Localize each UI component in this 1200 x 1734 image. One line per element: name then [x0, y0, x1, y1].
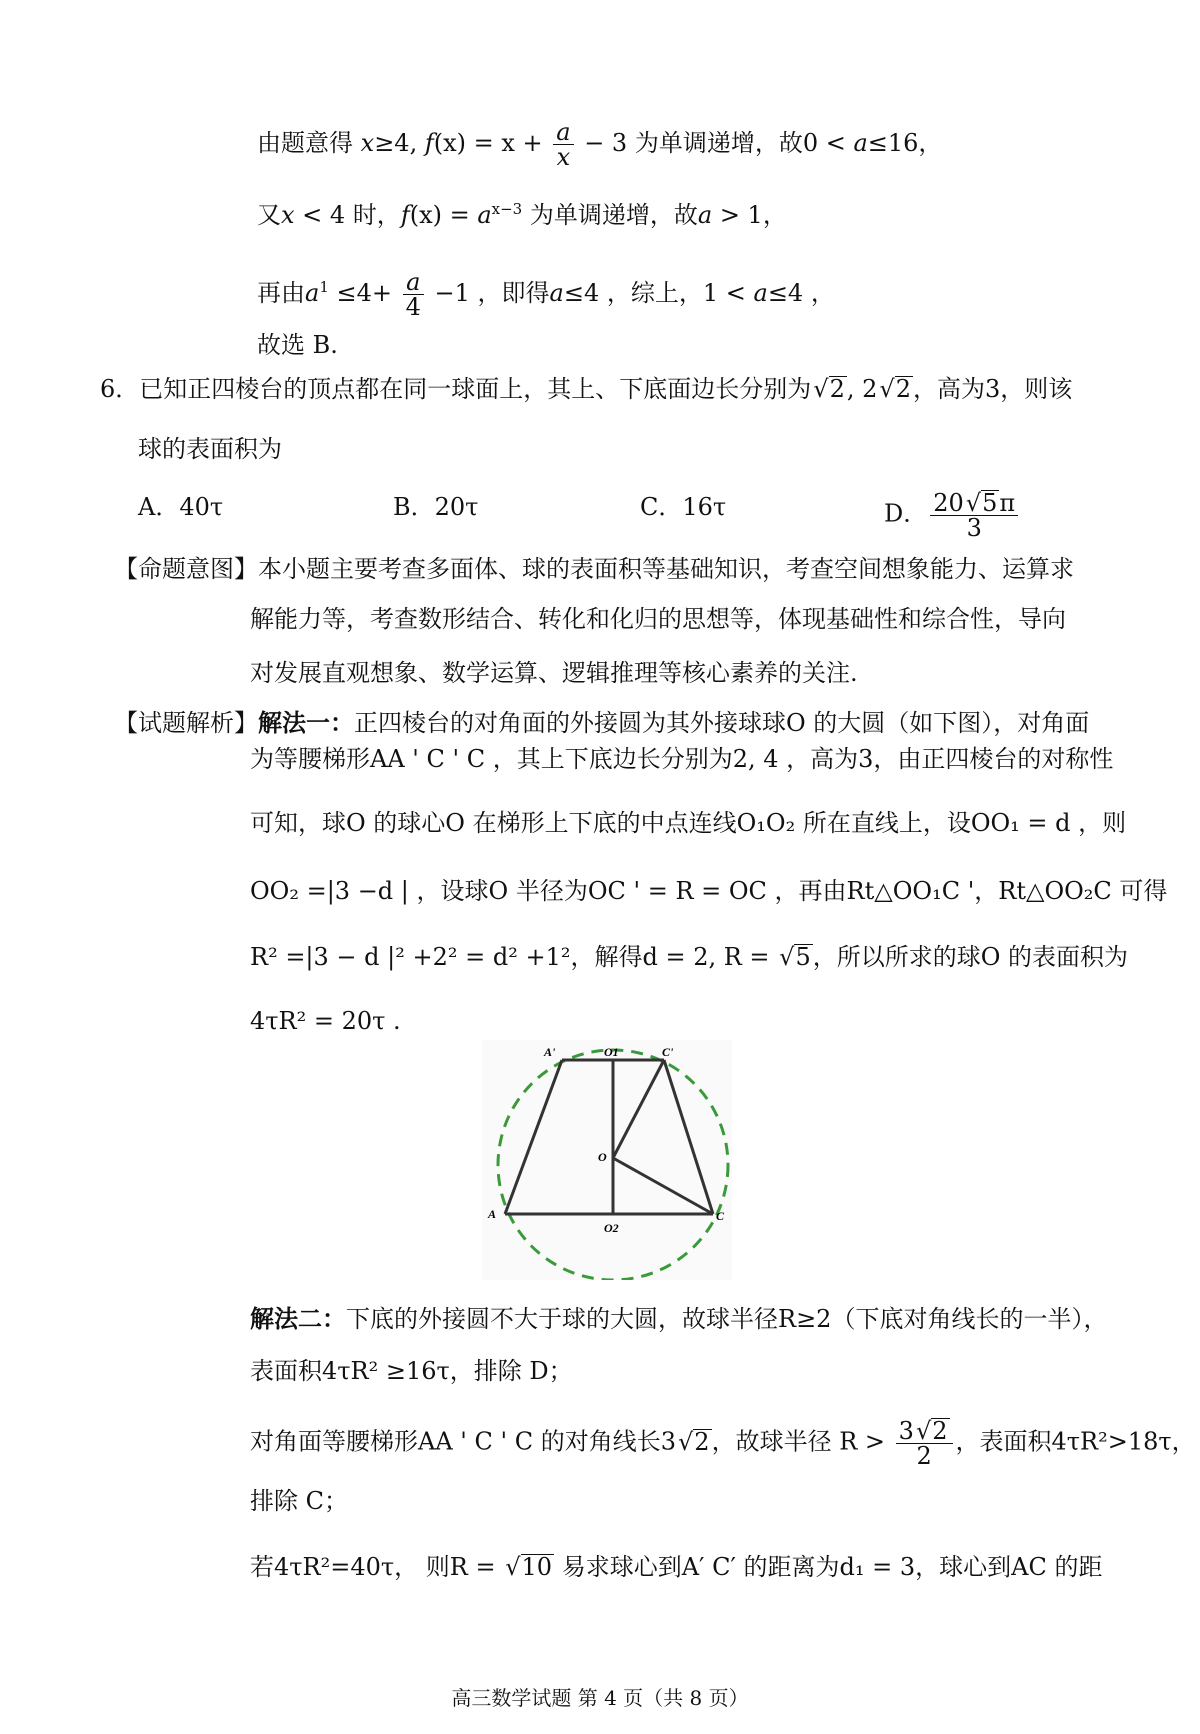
figure-svg [482, 1040, 732, 1280]
var: a [477, 201, 492, 229]
text: 已知正四棱台的顶点都在同一球面上，其上、下底面边长分别为 [139, 375, 812, 403]
intent-line-2: 解能力等，考查数形结合、转化和化归的思想等，体现基础性和综合性，导向 [250, 605, 1066, 633]
text: ，故球半径 R > [711, 1427, 893, 1456]
var: a [549, 279, 564, 307]
text: ，高为3，则该 [912, 375, 1073, 403]
text: − 3 为单调递增，故0 < [576, 129, 854, 157]
sqrt-value: 2 [829, 375, 845, 403]
question-6-line-2: 球的表面积为 [138, 435, 282, 463]
text: 对角面等腰梯形AA ' C ' C 的对角线长3 [250, 1427, 676, 1456]
fraction: $\frac{3√2}{2}$ [896, 1418, 953, 1468]
label-o2: O2 [604, 1221, 619, 1235]
analysis-line-5: R² =|3 − d |² +2² = d² +1²，解得d = 2, R = √5，所以所求的球O 的表面积为 [250, 943, 1129, 971]
text: ≤4+ [328, 279, 400, 307]
analysis-line-1 [114, 706, 1089, 740]
exponent: 1 [319, 278, 329, 296]
var: f [424, 129, 434, 157]
text: 为单调递增，故 [522, 201, 698, 229]
text: 又 [257, 201, 281, 229]
option-c: C．16τ [640, 493, 727, 521]
analysis-line-3: 可知，球O 的球心O 在梯形上下底的中点连线O₁O₂ 所在直线上，设OO₁ = d ，则 [250, 809, 1127, 837]
var: x [360, 129, 375, 157]
label-a: A [488, 1207, 497, 1221]
text: 再由 [257, 279, 305, 307]
var: a [697, 201, 713, 229]
text: , 2 [846, 375, 878, 403]
trapezoid-circle-figure [482, 1040, 732, 1280]
method2-line-1 [250, 1302, 1107, 1336]
text: ≤4 ，综上，1 < [563, 279, 754, 307]
text: 本小题主要考查多面体、球的表面积等基础知识，考查空间想象能力、运算求 [258, 555, 1074, 583]
fraction: $\frac{a}{4}$ [403, 270, 424, 319]
sqrt-value: 10 [521, 1553, 553, 1581]
text: 正四棱台的对角面的外接圆为其外接球球O 的大圆（如下图），对角面 [354, 709, 1090, 737]
method2-line-4: 排除 C； [250, 1487, 348, 1515]
text: (x) = [409, 201, 478, 229]
method-label: 解法一： [258, 708, 354, 737]
var: f [400, 201, 410, 229]
sqrt-value: 5 [795, 943, 811, 971]
text: ，表面积4τR²>18τ， [955, 1427, 1196, 1456]
text: 若4τR²=40τ， 则R = [250, 1553, 504, 1581]
solution-line-3 [257, 270, 835, 319]
text: −1 ，即得 [426, 279, 550, 307]
intent-line-1 [114, 552, 1074, 586]
solution-line-2 [257, 198, 787, 232]
analysis-line-4: OO₂ =|3 −d | ，设球O 半径为OC ' = R = OC ，再由Rt△OO₁C '，Rt△OO₂C 可得 [250, 877, 1168, 905]
exponent: x−3 [491, 200, 523, 218]
text: ≤4 ， [767, 279, 835, 307]
question-6-line-1: 6．已知正四棱台的顶点都在同一球面上，其上、下底面边长分别为√2, 2√2，高为3，则该 [100, 375, 1073, 403]
method2-line-5: 若4τR²=40τ， 则R = √10 易求球心到A′ C′ 的距离为d₁ = 3，球心到AC 的距 [250, 1553, 1103, 1581]
text: > 1， [712, 201, 787, 229]
label-o: O [598, 1150, 607, 1164]
method-label: 解法二： [250, 1304, 346, 1333]
solution-line-1 [257, 120, 942, 169]
fraction: $\frac{20√5\pi}{3}$ [930, 490, 1018, 540]
var: a [305, 279, 320, 307]
text: ≥4, [374, 129, 425, 157]
text: ，所以所求的球O 的表面积为 [812, 943, 1129, 971]
var: a [753, 279, 768, 307]
section-label: 【命题意图】 [114, 555, 258, 583]
var: a [853, 129, 868, 157]
var: x [281, 201, 295, 229]
label-o1: O1 [604, 1045, 619, 1059]
option-label: D． [884, 499, 928, 528]
sqrt-value: 2 [895, 375, 911, 403]
text: 易求球心到A′ C′ 的距离为d₁ = 3，球心到AC 的距 [554, 1553, 1103, 1581]
text: (x) = x + [433, 129, 551, 157]
label-c-prime: C' [662, 1045, 674, 1059]
solution-line-4: 故选 B. [257, 331, 338, 359]
text: < 4 时， [294, 201, 401, 229]
text: 由题意得 [257, 129, 361, 157]
label-a-prime: A' [544, 1045, 556, 1059]
method2-line-3: 对角面等腰梯形AA ' C ' C 的对角线长3√2，故球半径 R > $\frac{3√2}{2}$ ，表面积4τR²>18τ， [250, 1417, 1196, 1470]
text: R² =|3 − d |² +2² = d² +1²，解得d = 2, R = [250, 943, 778, 971]
text: 下底的外接圆不大于球的大圆，故球半径R≥2（下底对角线长的一半）， [346, 1305, 1108, 1333]
question-number: 6． [100, 375, 140, 403]
page-footer: 高三数学试题 第 4 页（共 8 页） [451, 1686, 749, 1710]
analysis-line-6: 4τR² = 20τ . [250, 1007, 401, 1035]
text: ≤16， [867, 129, 943, 157]
label-c: C [716, 1209, 725, 1223]
option-a: A．40τ [138, 493, 224, 521]
fraction: $\frac{a}{x}$ [553, 120, 573, 169]
method2-line-2: 表面积4τR² ≥16τ，排除 D； [250, 1357, 573, 1385]
analysis-line-2: 为等腰梯形AA ' C ' C ，其上下底边长分别为2, 4 ，高为3，由正四棱台的对称性 [250, 745, 1114, 773]
intent-line-3: 对发展直观想象、数学运算、逻辑推理等核心素养的关注. [250, 659, 858, 687]
sqrt-value: 2 [694, 1427, 710, 1456]
option-b: B．20τ [393, 493, 479, 521]
section-label: 【试题解析】 [114, 709, 258, 737]
option-d [884, 490, 1021, 540]
